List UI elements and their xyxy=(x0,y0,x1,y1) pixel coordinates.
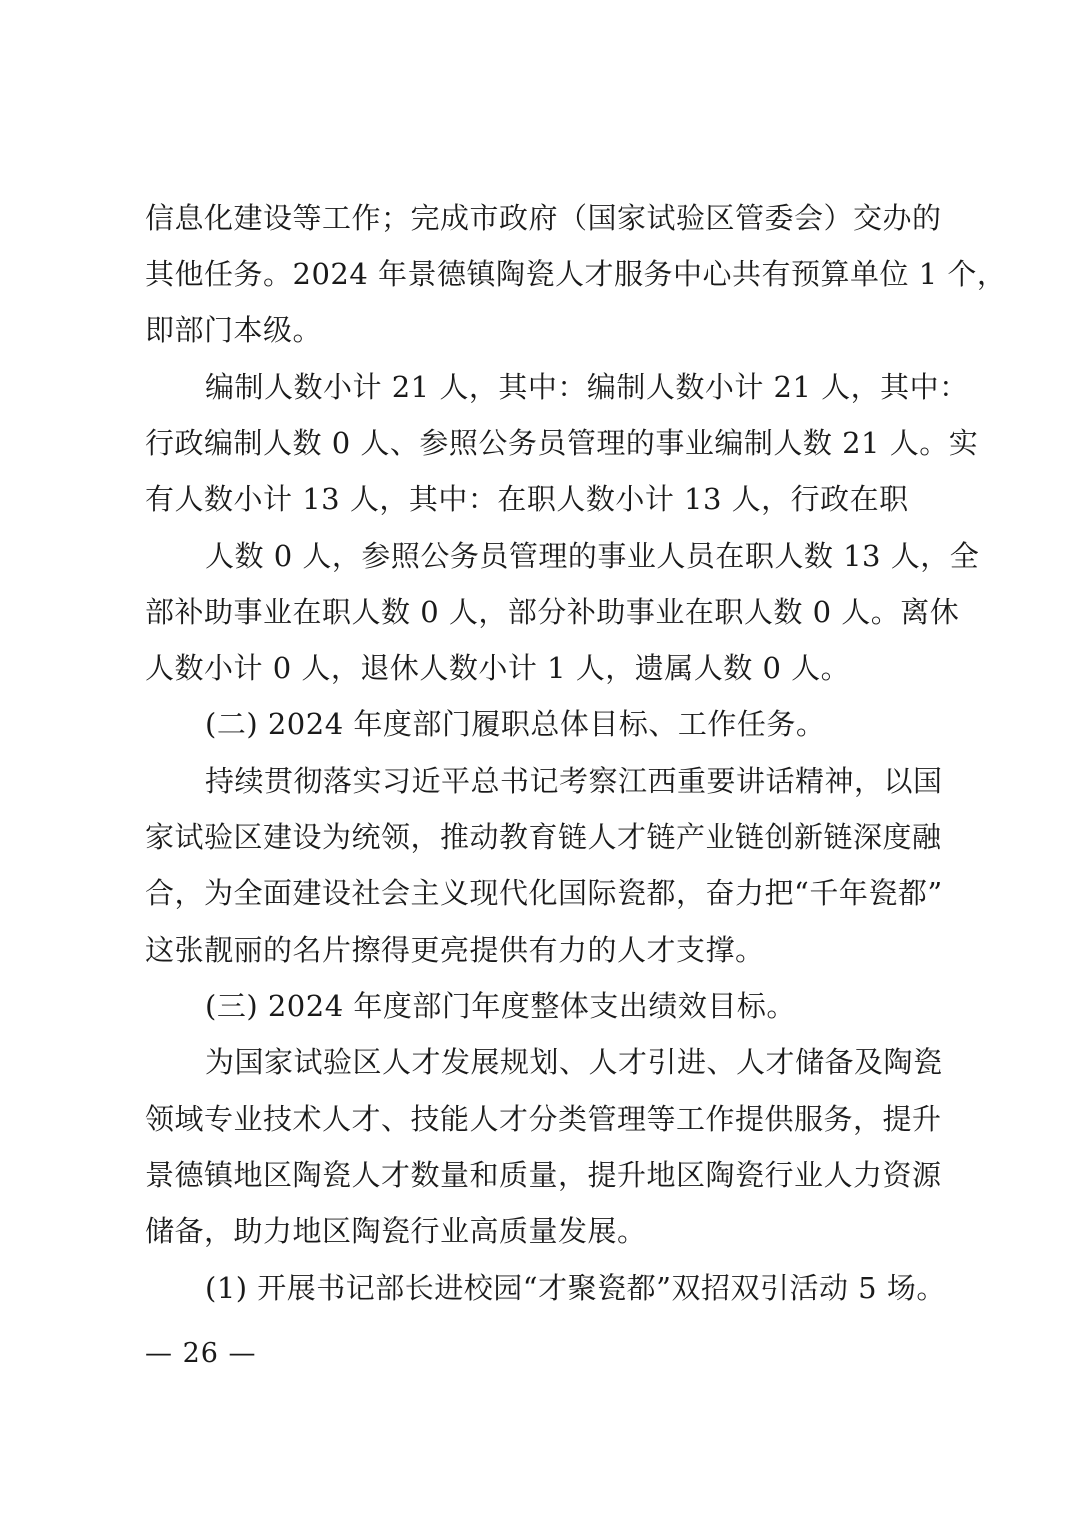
text-line-8: 部补助事业在职人数 0 人，部分补助事业在职人数 0 人。离休 xyxy=(145,595,960,629)
text-line-18: 景德镇地区陶瓷人才数量和质量，提升地区陶瓷行业人力资源 xyxy=(145,1158,942,1192)
page-number: — 26 — xyxy=(145,1338,257,1369)
text-line-12: 家试验区建设为统领，推动教育链人才链产业链创新链深度融 xyxy=(145,820,942,854)
list-item-1: (1) 开展书记部长进校园“才聚瓷都”双招双引活动 5 场。 xyxy=(205,1271,946,1305)
text-line-11: 持续贯彻落实习近平总书记考察江西重要讲话精神，以国 xyxy=(205,764,943,798)
text-line-17: 领域专业技术人才、技能人才分类管理等工作提供服务，提升 xyxy=(145,1102,942,1136)
text-line-3: 即部门本级。 xyxy=(145,313,323,347)
text-line-14: 这张靓丽的名片擦得更亮提供有力的人才支撑。 xyxy=(145,933,765,967)
text-line-13: 合，为全面建设社会主义现代化国际瓷都，奋力把“千年瓷都” xyxy=(145,876,943,910)
text-line-1: 信息化建设等工作；完成市政府（国家试验区管委会）交办的 xyxy=(145,201,942,235)
text-line-2: 其他任务。2024 年景德镇陶瓷人才服务中心共有预算单位 1 个， xyxy=(145,257,1007,291)
section-heading-2: (二) 2024 年度部门履职总体目标、工作任务。 xyxy=(205,707,826,741)
text-line-6: 有人数小计 13 人，其中：在职人数小计 13 人，行政在职 xyxy=(145,482,909,516)
text-line-9: 人数小计 0 人，退休人数小计 1 人，遗属人数 0 人。 xyxy=(145,651,851,685)
text-line-5: 行政编制人数 0 人、参照公务员管理的事业编制人数 21 人。实 xyxy=(145,426,979,460)
text-line-19: 储备，助力地区陶瓷行业高质量发展。 xyxy=(145,1214,647,1248)
text-line-4: 编制人数小计 21 人，其中：编制人数小计 21 人，其中： xyxy=(205,370,969,404)
section-heading-3: (三) 2024 年度部门年度整体支出绩效目标。 xyxy=(205,989,796,1023)
text-line-16: 为国家试验区人才发展规划、人才引进、人才储备及陶瓷 xyxy=(205,1045,943,1079)
text-line-7: 人数 0 人，参照公务员管理的事业人员在职人数 13 人，全 xyxy=(205,539,980,573)
